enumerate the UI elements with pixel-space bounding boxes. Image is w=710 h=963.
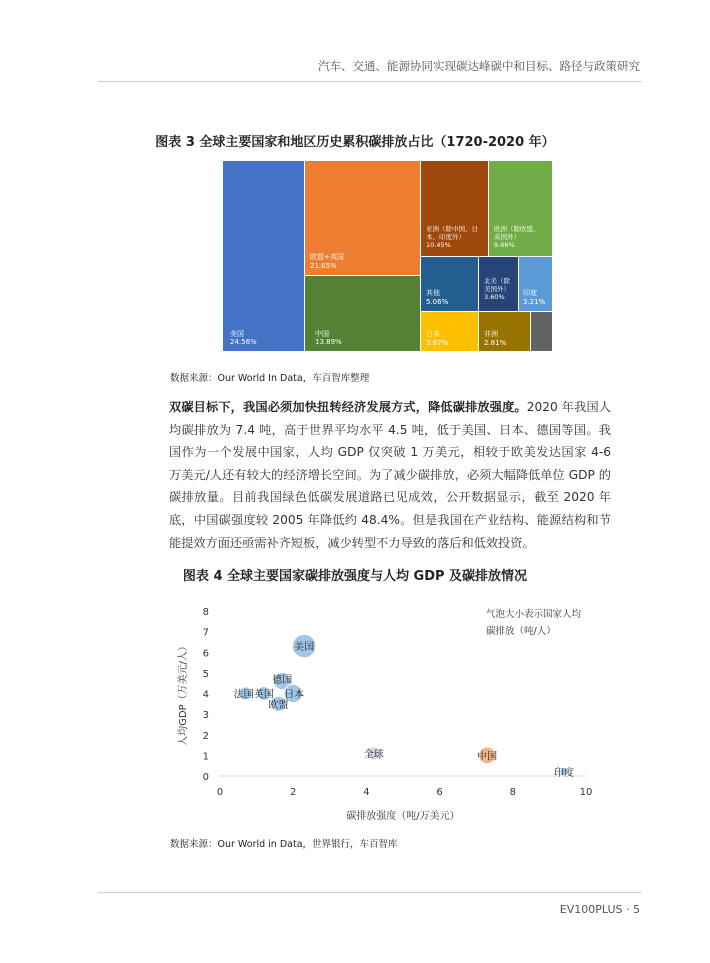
footer-rule: [98, 892, 642, 893]
treemap-cell-other: [421, 257, 479, 312]
treemap-cell-africa: [479, 312, 531, 352]
x-tick-label: 0: [216, 787, 224, 798]
y-tick-label: 2: [202, 730, 209, 742]
header-title: 汽车、交通、能源协同实现碳达峰碳中和目标、路径与政策研究: [318, 59, 640, 73]
y-tick-label: 6: [202, 648, 209, 660]
figure4-title: 图表 4 全球主要国家碳排放强度与人均 GDP 及碳排放情况: [182, 569, 528, 584]
x-tick-label: 8: [509, 787, 516, 798]
y-tick-label: 0: [202, 772, 209, 783]
treemap-cell-us: [223, 161, 305, 352]
page-number: EV100PLUS · 5: [559, 903, 640, 916]
y-tick-label: 5: [202, 668, 209, 680]
treemap-cell-india: [519, 257, 553, 312]
x-tick-label: 10: [579, 787, 593, 798]
treemap-label-us: 美国 24.56%: [230, 329, 257, 347]
y-tick-label: 7: [202, 627, 209, 639]
bubble-label: 日本: [284, 689, 305, 701]
treemap-label-china: 中国 13.89%: [315, 329, 342, 347]
bubble-label: 全球: [363, 749, 384, 761]
figure3-source: 数据来源：Our World In Data，车百智库整理: [170, 373, 370, 384]
figure4-source: 数据来源：Our World in Data，世界银行，车百智库: [170, 839, 398, 850]
header-rule: [98, 81, 642, 82]
treemap-label-africa: 非洲 2.81%: [484, 330, 507, 347]
bubble-label: 美国: [294, 642, 315, 654]
y-tick-label: 4: [202, 689, 209, 701]
bubble-label: 英国: [253, 689, 274, 701]
body-paragraph: [169, 396, 611, 554]
treemap-label-europe: 欧洲（除欧盟、 英国外） 9.66%: [494, 225, 540, 250]
treemap-cell-north-america: [479, 257, 519, 312]
y-axis-label: 人均GDP（万美元/人）: [178, 641, 189, 746]
treemap-label-japan: 日本 3.87%: [426, 330, 449, 347]
treemap-chart: [223, 161, 553, 352]
bubble-label: 印度: [554, 767, 575, 779]
figure3-title: 图表 3 全球主要国家和地区历史累积碳排放占比（1720-2020 年）: [155, 135, 555, 150]
bubble-size-note: 碳排放（吨/人）: [486, 626, 556, 637]
x-tick-label: 2: [290, 787, 297, 798]
bubble-size-note: 气泡大小表示国家人均: [486, 609, 582, 620]
y-tick-label: 1: [202, 751, 209, 763]
y-tick-label: 3: [202, 710, 209, 722]
paragraph-lead: 双碳目标下，我国必须加快扭转经济发展方式，降低碳排放强度。: [169, 400, 527, 414]
treemap-cell-japan: [421, 312, 479, 352]
treemap-cell-eu-uk: [305, 161, 421, 276]
treemap-label-other: 其他 5.06%: [426, 289, 449, 306]
paragraph-body: 2020 年我国人均碳排放为 7.4 吨，高于世界平均水平 4.5 吨，低于美国、日本、德国等国。我国作为一个发展中国家，人均 GDP 仅突破 1 万美元，相较于欧美发达国家 4-6 万美元/人还有较大的经济增长空间。为了减少碳排放，必须大幅降低单位 GDP 的碳排放量。目前我国绿色低碳发展道路已见成效，公开数据显示，截至 2020 年底，中国碳强度较 2005 年降低约 48.4%。但是我国在产业结构、能源结构和节能提效方面还亟需补齐短板，减少转型不力导致的落后和低效投资。: [169, 400, 612, 550]
treemap-label-asia: 亚洲（除中国、日 本、印度外） 10.45%: [426, 225, 478, 250]
x-tick-label: 6: [436, 787, 443, 798]
y-tick-label: 8: [202, 607, 209, 618]
treemap-cell-europe: [489, 161, 553, 257]
treemap-label-north-america: 北美（除 美国外） 3.60%: [484, 277, 510, 302]
x-tick-label: 4: [363, 787, 370, 798]
bubble-chart: [160, 595, 620, 830]
treemap-cell-asia: [421, 161, 489, 257]
treemap-label-india: 印度 3.21%: [523, 289, 546, 306]
bubble-label: 法国: [233, 689, 254, 701]
treemap-cell-china: [305, 276, 421, 352]
bubble-label: 中国: [477, 751, 498, 763]
x-axis-label: 碳排放强度（吨/万美元）: [346, 811, 460, 822]
treemap-cell-unlabeled: [531, 312, 553, 352]
bubble-label: 欧盟: [268, 699, 289, 711]
bubble-label: 德国: [272, 675, 293, 687]
treemap-label-eu-uk: 欧盟+英国 21.65%: [310, 253, 344, 270]
